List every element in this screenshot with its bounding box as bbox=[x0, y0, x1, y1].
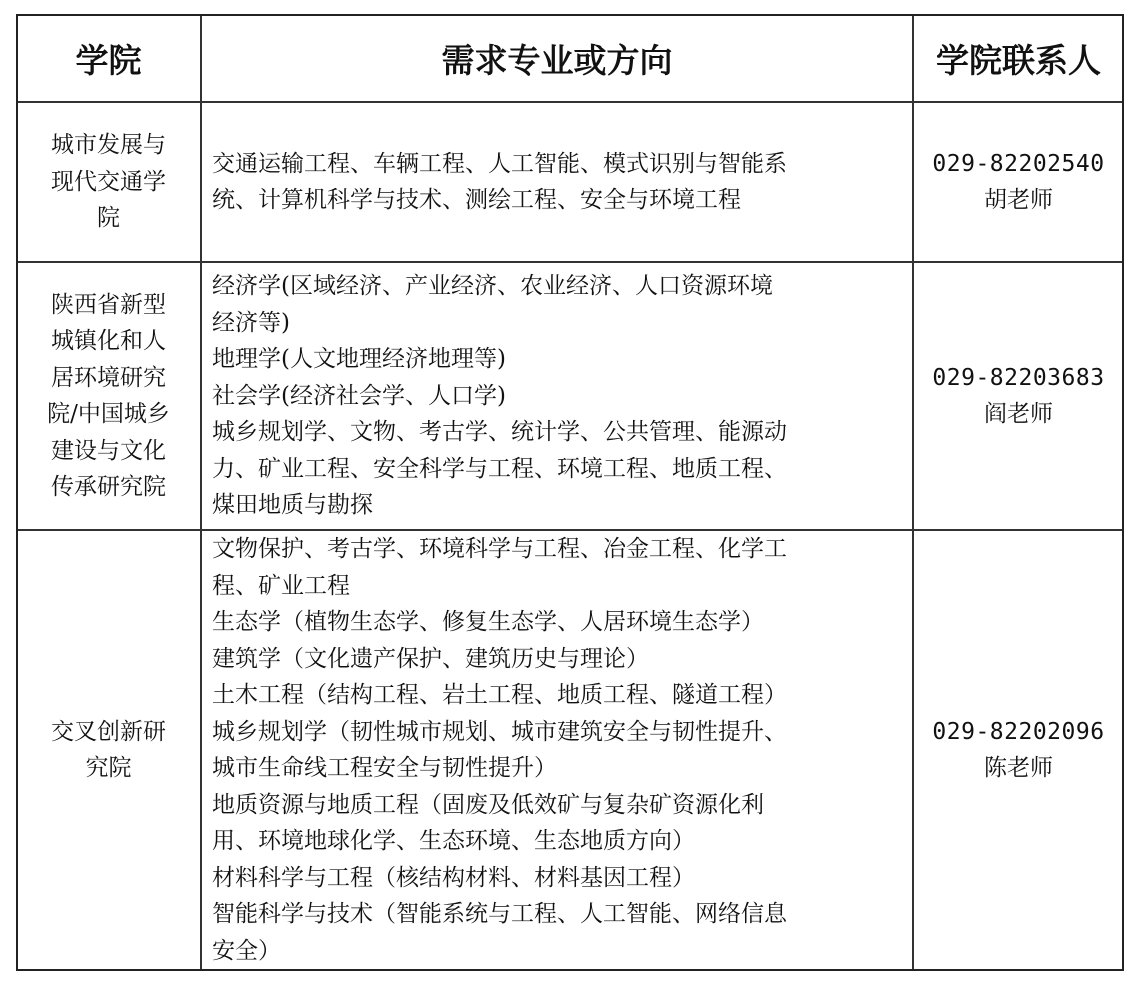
major-line: 生态学（植物生态学、修复生态学、人居环境生态学） bbox=[212, 609, 764, 635]
college-line: 陕西省新型 bbox=[51, 291, 166, 318]
college-line: 院/中国城乡 bbox=[47, 401, 170, 427]
major-line: 土木工程（结构工程、岩土工程、地质工程、隧道工程） bbox=[212, 682, 787, 708]
major-line: 智能科学与技术（智能系统与工程、人工智能、网络信息 bbox=[212, 901, 787, 927]
college-line: 传承研究院 bbox=[51, 474, 166, 500]
contact-phone: 029-82202096 bbox=[932, 718, 1105, 745]
college-line: 城市发展与 bbox=[51, 132, 166, 159]
major-line: 经济学(区域经济、产业经济、农业经济、人口资源环境 bbox=[212, 273, 773, 300]
contact-name: 胡老师 bbox=[984, 187, 1053, 213]
contact-phone: 029-82202540 bbox=[932, 150, 1105, 177]
major-line: 交通运输工程、车辆工程、人工智能、模式识别与智能系 bbox=[212, 150, 787, 177]
major-line: 文物保护、考古学、环境科学与工程、冶金工程、化学工 bbox=[212, 536, 787, 562]
college-line: 院 bbox=[97, 205, 120, 232]
college-line: 现代交通学 bbox=[51, 168, 166, 195]
major-line: 城乡规划学、文物、考古学、统计学、公共管理、能源动 bbox=[212, 419, 787, 446]
major-line: 建筑学（文化遗产保护、建筑历史与理论） bbox=[212, 645, 649, 672]
major-line: 城市生命线工程安全与韧性提升） bbox=[212, 755, 557, 781]
header-college: 学院 bbox=[16, 14, 201, 102]
college-line: 城镇化和人 bbox=[51, 328, 166, 354]
major-line: 经济等) bbox=[212, 309, 290, 336]
major-line: 力、矿业工程、安全科学与工程、环境工程、地质工程、 bbox=[212, 455, 787, 482]
major-line: 程、矿业工程 bbox=[212, 572, 350, 599]
major-line: 安全） bbox=[212, 937, 281, 964]
college-line: 究院 bbox=[85, 755, 132, 781]
header-contact: 学院联系人 bbox=[913, 14, 1124, 102]
major-line: 煤田地质与勘探 bbox=[212, 492, 373, 519]
major-line: 统、计算机科学与技术、测绘工程、安全与环境工程 bbox=[212, 187, 741, 213]
contact-phone: 029-82203683 bbox=[932, 364, 1105, 391]
college-line: 建设与文化 bbox=[51, 437, 166, 464]
contact-name: 阎老师 bbox=[984, 401, 1053, 427]
table-outer-border bbox=[16, 14, 1124, 971]
college-line: 居环境研究 bbox=[51, 364, 166, 391]
contact-name: 陈老师 bbox=[984, 755, 1053, 781]
major-line: 城乡规划学（韧性城市规划、城市建筑安全与韧性提升、 bbox=[212, 718, 787, 745]
header-major: 需求专业或方向 bbox=[201, 14, 913, 102]
major-line: 社会学(经济社会学、人口学) bbox=[212, 382, 506, 409]
major-line: 用、环境地球化学、生态环境、生态地质方向） bbox=[212, 828, 695, 854]
major-line: 地质资源与地质工程（固废及低效矿与复杂矿资源化利 bbox=[212, 791, 764, 818]
major-line: 材料科学与工程（核结构材料、材料基因工程） bbox=[212, 864, 695, 891]
college-line: 交叉创新研 bbox=[51, 718, 166, 745]
major-line: 地理学(人文地理经济地理等) bbox=[212, 346, 506, 373]
